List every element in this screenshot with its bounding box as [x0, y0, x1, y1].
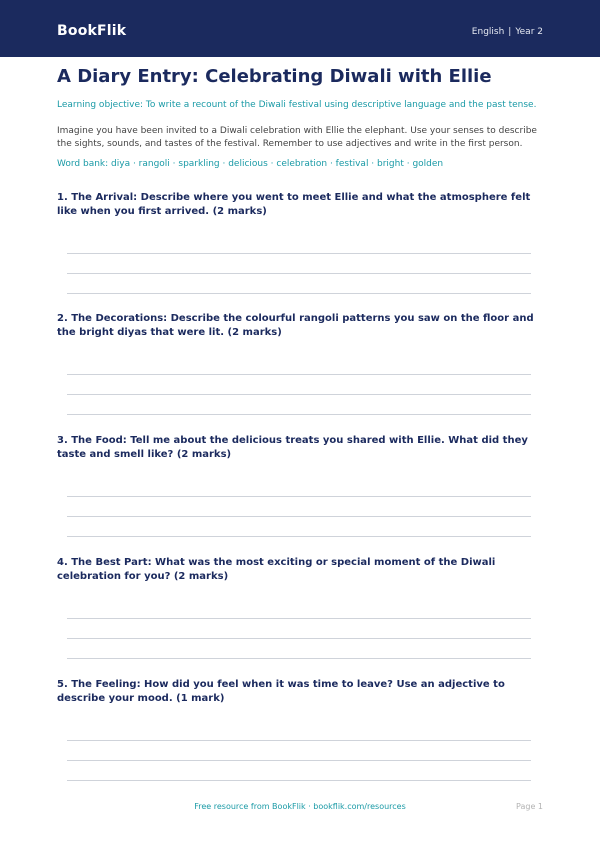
- answer-line[interactable]: [67, 516, 531, 517]
- question-block-4: [57, 556, 547, 584]
- question-block-2: [57, 312, 547, 340]
- answer-line[interactable]: [67, 658, 531, 659]
- intro-instructions: Imagine you have been invited to a Diwali celebration with Ellie the elephant. Use your senses to describe the sights, sounds, and tastes of the festival. Remember to use adjectives and write in the first person.: [57, 126, 537, 149]
- answer-line[interactable]: [67, 618, 531, 619]
- footer-source[interactable]: Free resource from BookFlik · bookflik.com/resources: [194, 802, 406, 811]
- page-number: Page 1: [516, 802, 543, 811]
- word-bank: Word bank: diya · rangoli · sparkling · delicious · celebration · festival · bright · golden: [57, 159, 444, 169]
- question-text: 2. The Decorations: Describe the colourful rangoli patterns you saw on the floor and the bright diyas that were lit. (2 marks): [57, 313, 534, 338]
- question-text: 4. The Best Part: What was the most exciting or special moment of the Diwali celebration for you? (2 marks): [57, 557, 496, 582]
- subject-label: English: [471, 27, 505, 37]
- question-block-5: [57, 678, 547, 706]
- answer-line[interactable]: [67, 740, 531, 741]
- question-text: 1. The Arrival: Describe where you went to meet Ellie and what the atmosphere felt like when you first arrived. (2 marks): [57, 192, 531, 217]
- header-meta: [472, 27, 543, 37]
- answer-line[interactable]: [67, 780, 531, 781]
- answer-line[interactable]: [67, 293, 531, 294]
- brand-logo-text[interactable]: BookFlik: [57, 23, 127, 39]
- learning-objective: Learning objective: To write a recount of the Diwali festival using descriptive language and the past tense.: [57, 100, 537, 110]
- answer-line[interactable]: [67, 394, 531, 395]
- answer-line[interactable]: [67, 273, 531, 274]
- header-separator: |: [508, 27, 512, 37]
- page-header: [0, 0, 600, 57]
- answer-line[interactable]: [67, 760, 531, 761]
- question-text: 5. The Feeling: How did you feel when it was time to leave? Use an adjective to describe your mood. (1 mark): [57, 679, 505, 704]
- question-block-3: [57, 434, 547, 462]
- worksheet-title: A Diary Entry: Celebrating Diwali with Ellie: [57, 66, 492, 87]
- year-label: Year 2: [515, 27, 543, 37]
- answer-line[interactable]: [67, 496, 531, 497]
- question-block-1: [57, 191, 547, 219]
- question-text: 3. The Food: Tell me about the delicious treats you shared with Ellie. What did they taste and smell like? (2 marks): [57, 435, 528, 460]
- answer-line[interactable]: [67, 536, 531, 537]
- answer-line[interactable]: [67, 253, 531, 254]
- answer-line[interactable]: [67, 414, 531, 415]
- answer-line[interactable]: [67, 374, 531, 375]
- answer-line[interactable]: [67, 638, 531, 639]
